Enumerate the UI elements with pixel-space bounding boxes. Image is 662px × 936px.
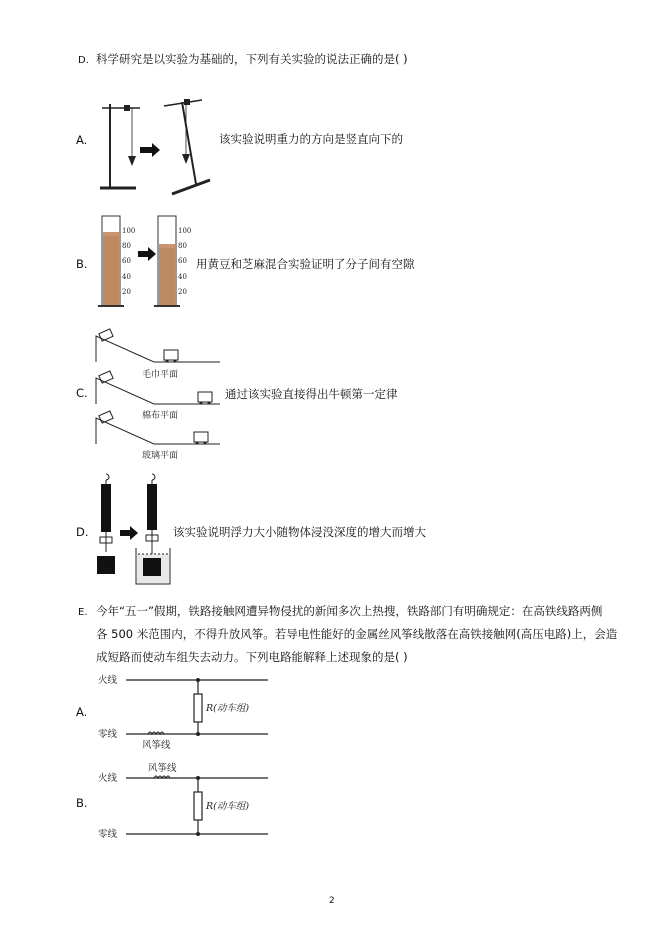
right-scale-40: 40 xyxy=(178,273,187,281)
plumb-line-apparatus-figure xyxy=(96,96,216,198)
surface-glass-label: 玻璃平面 xyxy=(142,451,179,461)
question-d-number: D. xyxy=(78,55,89,66)
left-scale-40: 40 xyxy=(122,273,131,281)
circuit-b-resistor-label: R(动车组) xyxy=(206,801,250,812)
surface-towel-label: 毛巾平面 xyxy=(142,370,179,380)
spring-scale-buoyancy-figure xyxy=(94,472,174,590)
left-scale-80: 80 xyxy=(122,242,131,250)
question-d-stem: 科学研究是以实验为基础的，下列有关实验的说法正确的是( ) xyxy=(96,52,408,66)
circuit-b-neutral-label: 零线 xyxy=(98,829,118,840)
circuit-a-figure xyxy=(96,668,276,754)
right-scale-100: 100 xyxy=(178,227,192,235)
question-e-stem-line3: 成短路而使动车组失去动力。下列电路能解释上述现象的是( ) xyxy=(96,650,408,664)
left-scale-60: 60 xyxy=(122,257,131,265)
option-d-d-text: 该实验说明浮力大小随物体浸没深度的增大而增大 xyxy=(173,525,426,539)
inclined-plane-surfaces-figure xyxy=(94,326,224,462)
option-e-a-label: A. xyxy=(76,705,88,719)
right-scale-20: 20 xyxy=(178,288,187,296)
circuit-a-resistor-label: R(动车组) xyxy=(206,703,250,714)
right-scale-60: 60 xyxy=(178,257,187,265)
measuring-cylinder-mixing-figure xyxy=(96,208,198,314)
option-d-a-text: 该实验说明重力的方向是竖直向下的 xyxy=(219,132,403,146)
page-number: 2 xyxy=(329,896,335,906)
option-d-a-label: A. xyxy=(76,133,88,147)
circuit-b-figure xyxy=(96,762,276,842)
right-scale-80: 80 xyxy=(178,242,187,250)
left-scale-20: 20 xyxy=(122,288,131,296)
circuit-a-kite-label: 风筝线 xyxy=(142,740,171,751)
surface-cotton-label: 棉布平面 xyxy=(142,411,179,421)
question-e-number: E. xyxy=(78,607,88,618)
option-e-b-label: B. xyxy=(76,796,88,810)
circuit-a-live-label: 火线 xyxy=(98,675,118,686)
option-d-b-label: B. xyxy=(76,257,88,271)
question-e-stem-line2: 各 500 米范围内，不得升放风筝。若导电性能好的金属丝风筝线散落在高铁接触网(高压电路)上，会造 xyxy=(96,627,618,641)
left-scale-100: 100 xyxy=(122,227,136,235)
circuit-b-live-label: 火线 xyxy=(98,773,118,784)
question-e-stem-line1: 今年“五一”假期，铁路接触网遭异物侵扰的新闻多次上热搜，铁路部门有明确规定：在高铁线路两侧 xyxy=(96,604,603,618)
option-d-c-text: 通过该实验直接得出牛顿第一定律 xyxy=(225,387,398,401)
circuit-b-kite-label: 风筝线 xyxy=(148,763,177,774)
option-d-c-label: C. xyxy=(76,386,88,400)
circuit-a-neutral-label: 零线 xyxy=(98,729,118,740)
option-d-d-label: D. xyxy=(76,525,89,539)
option-d-b-text: 用黄豆和芝麻混合实验证明了分子间有空隙 xyxy=(196,257,415,271)
